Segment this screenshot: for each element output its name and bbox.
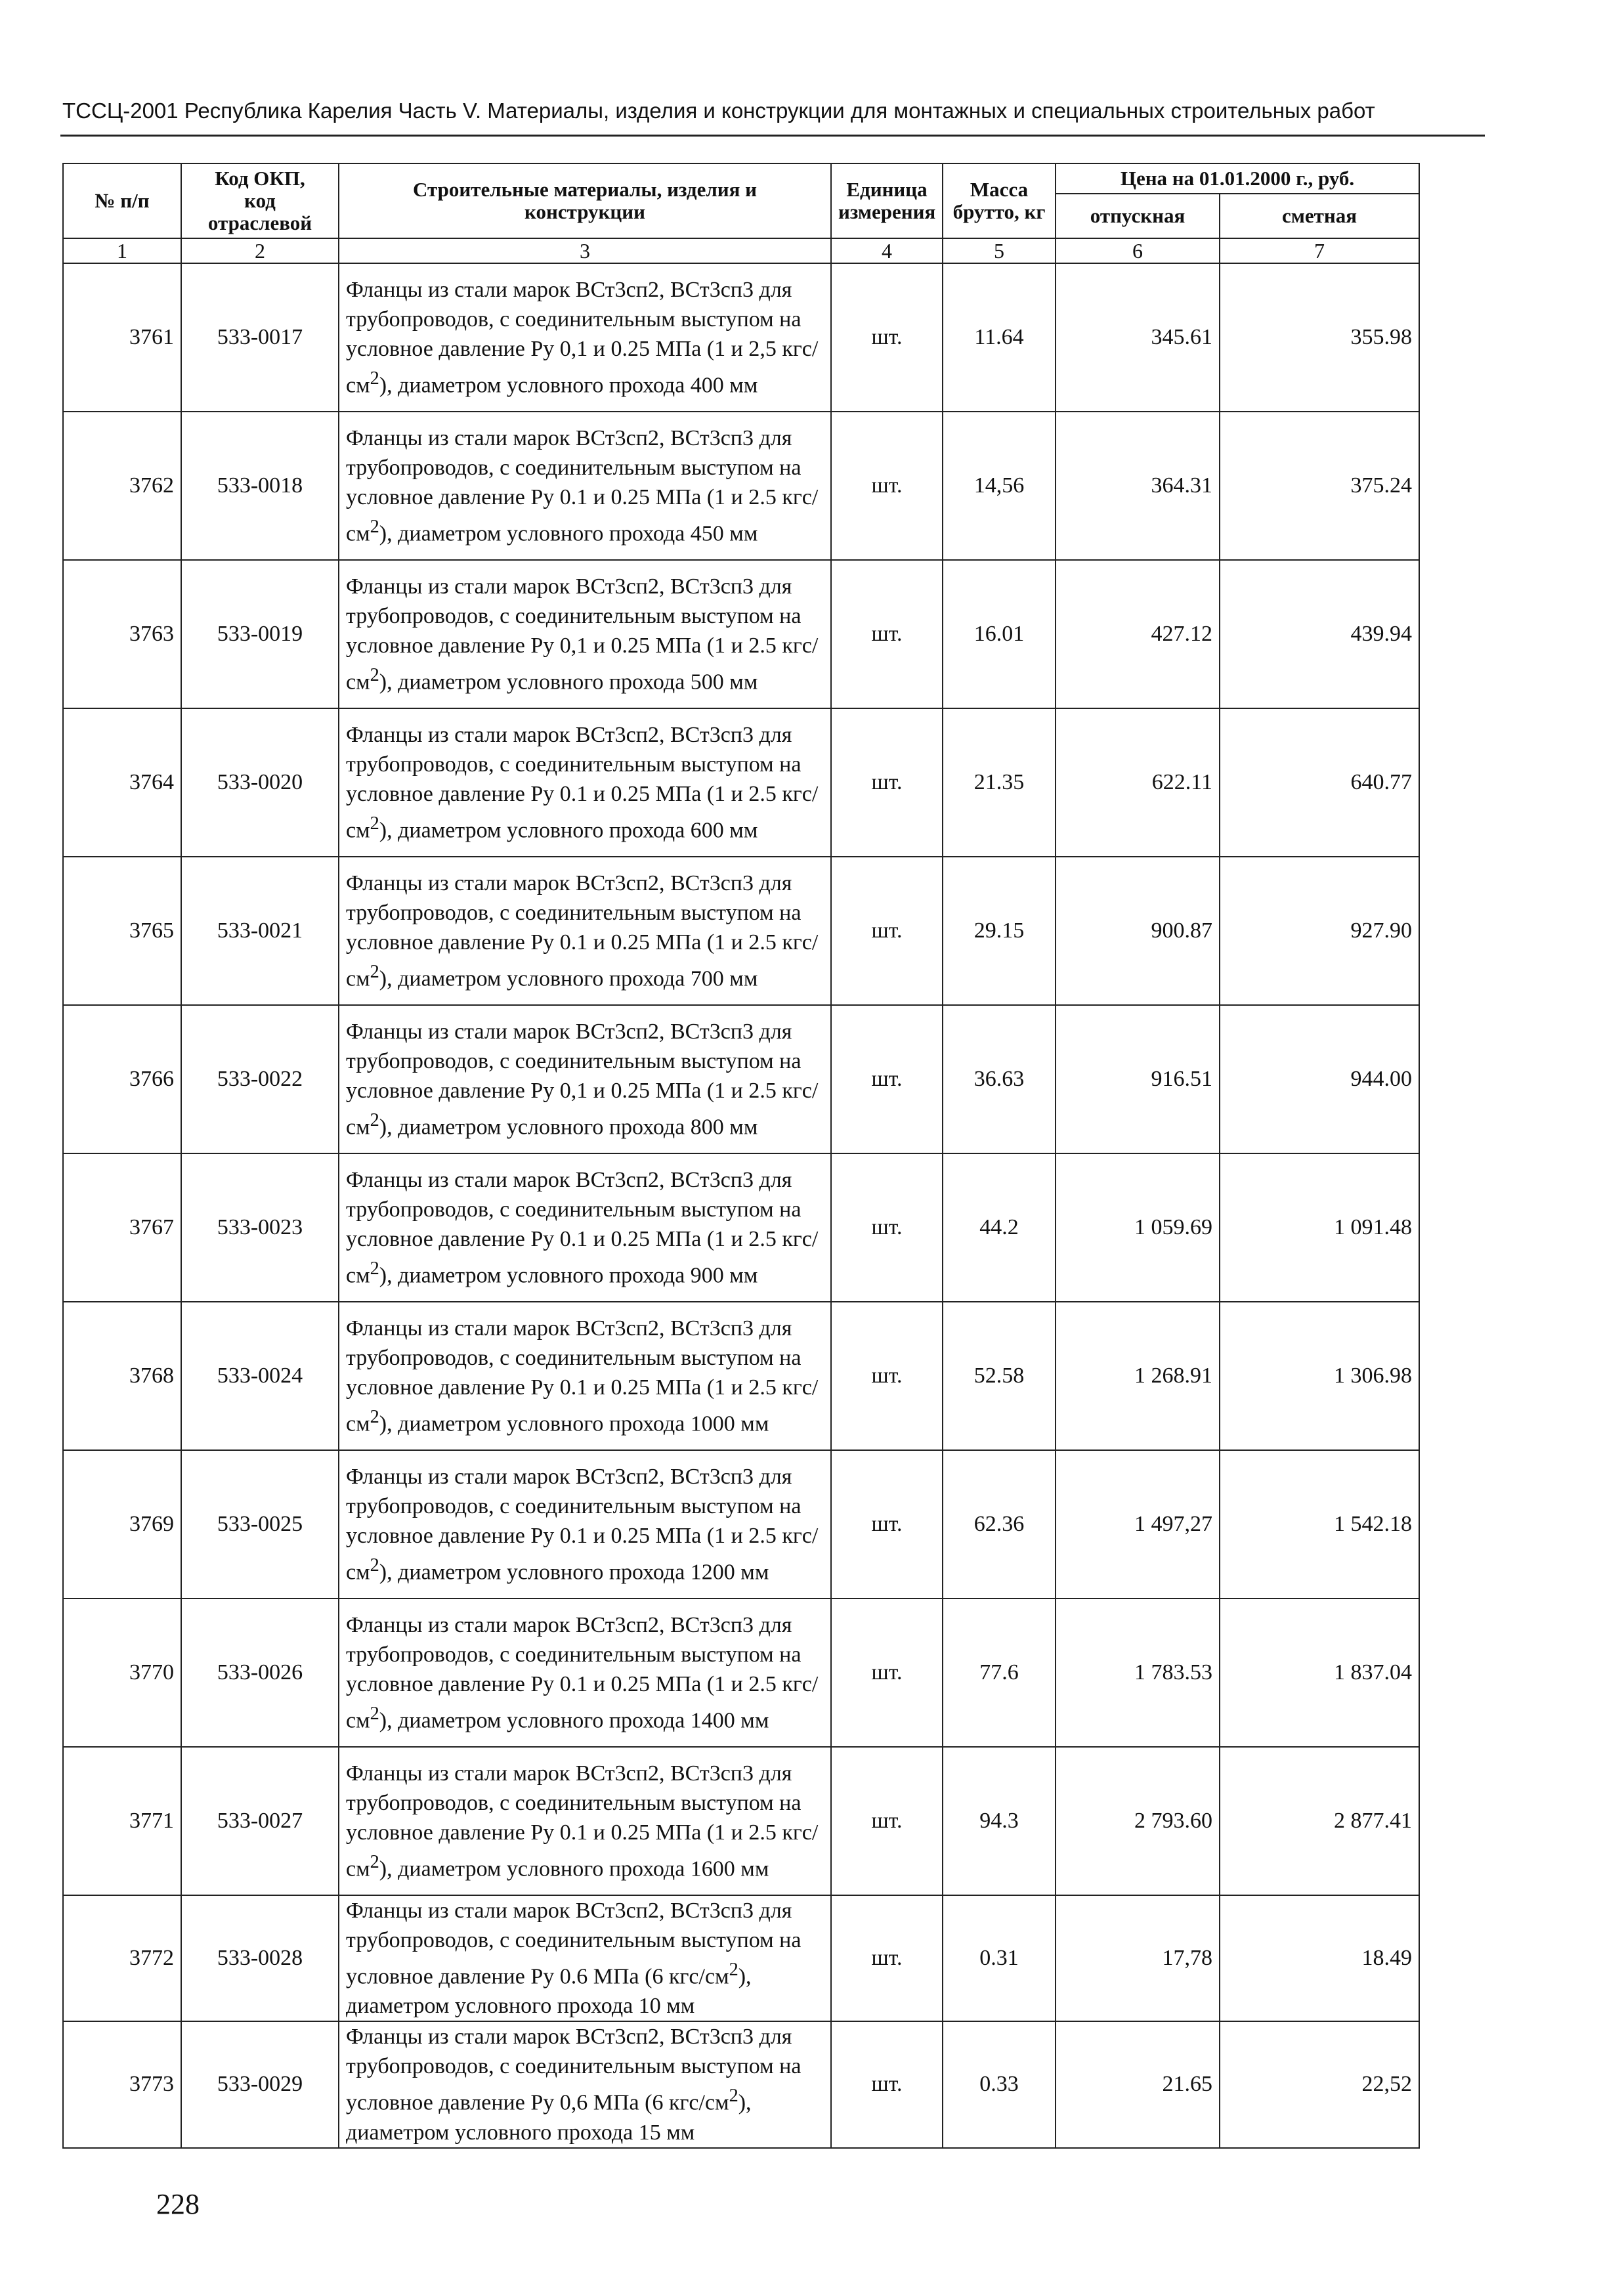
row-unit: шт.: [831, 1747, 943, 1895]
table-row: [63, 560, 1419, 708]
table-row: [63, 857, 1419, 1005]
row-price-estimate: 1 542.18: [1220, 1450, 1419, 1599]
row-description-tail: ), диаметром условного прохода 10 мм: [346, 1964, 752, 2019]
row-description-text: Фланцы из стали марок ВСт3сп2, ВСт3сп3 для трубопроводов, с соединительным выступом на условное давление Ру 0,1 и 0.25 МПа (1 и 2.5 кгс/см: [346, 1019, 819, 1140]
row-price-estimate: 355.98: [1220, 263, 1419, 412]
row-description-text: Фланцы из стали марок ВСт3сп2, ВСт3сп3 для трубопроводов, с соединительным выступом на условное давление Ру 0.1 и 0.25 МПа (1 и 2.5 кгс/см: [346, 722, 819, 843]
row-description-text: Фланцы из стали марок ВСт3сп2, ВСт3сп3 для трубопроводов, с соединительным выступом на условное давление Ру 0,1 и 0.25 МПа (1 и 2,5 кгс/см: [346, 277, 819, 398]
col-header-unit-line2: измерения: [838, 200, 936, 223]
row-price-release: 364.31: [1056, 412, 1220, 560]
table-row: [63, 1302, 1419, 1450]
superscript: 2: [729, 1960, 738, 1980]
col-header-materials-line1: Строительные материалы, изделия и: [413, 178, 757, 201]
row-mass: 29.15: [943, 857, 1056, 1005]
row-code: 533-0021: [181, 857, 339, 1005]
table-row: [63, 2021, 1419, 2147]
row-description: [339, 857, 831, 1005]
superscript: 2: [370, 1258, 379, 1279]
superscript: 2: [370, 664, 379, 685]
row-description-text: Фланцы из стали марок ВСт3сп2, ВСт3сп3 для трубопроводов, с соединительным выступом на условное давление Ру 0.1 и 0.25 МПа (1 и 2.5 кгс/см: [346, 1464, 819, 1585]
row-mass: 14,56: [943, 412, 1056, 560]
row-description-tail: ), диаметром условного прохода 1400 мм: [379, 1708, 769, 1733]
row-price-estimate: 18.49: [1220, 1895, 1419, 2021]
row-code: 533-0023: [181, 1153, 339, 1302]
row-description: [339, 708, 831, 857]
row-price-estimate: 927.90: [1220, 857, 1419, 1005]
table-row: [63, 263, 1419, 412]
row-number: 3769: [63, 1450, 181, 1599]
row-unit: шт.: [831, 1153, 943, 1302]
column-number: 7: [1220, 238, 1419, 263]
row-number: 3763: [63, 560, 181, 708]
table-row: [63, 412, 1419, 560]
row-mass: 36.63: [943, 1005, 1056, 1153]
row-description: [339, 1302, 831, 1450]
column-number: 6: [1056, 238, 1220, 263]
row-description-tail: ), диаметром условного прохода 1000 мм: [379, 1411, 769, 1436]
row-mass: 77.6: [943, 1599, 1056, 1747]
row-price-estimate: 375.24: [1220, 412, 1419, 560]
row-description-tail: ), диаметром условного прохода 600 мм: [379, 818, 758, 843]
row-number: 3766: [63, 1005, 181, 1153]
row-number: 3762: [63, 412, 181, 560]
row-description-tail: ), диаметром условного прохода 1200 мм: [379, 1560, 769, 1585]
row-number: 3773: [63, 2021, 181, 2147]
row-description: [339, 1747, 831, 1895]
row-code: 533-0029: [181, 2021, 339, 2147]
table-row: [63, 1153, 1419, 1302]
row-price-estimate: 640.77: [1220, 708, 1419, 857]
row-mass: 16.01: [943, 560, 1056, 708]
row-description: [339, 263, 831, 412]
col-header-price-estimate: сметная: [1220, 194, 1419, 238]
row-price-release: 900.87: [1056, 857, 1220, 1005]
row-mass: 0.31: [943, 1895, 1056, 2021]
row-price-release: 427.12: [1056, 560, 1220, 708]
table-row: [63, 1895, 1419, 2021]
row-description: [339, 2021, 831, 2147]
row-unit: шт.: [831, 412, 943, 560]
row-description-tail: ), диаметром условного прохода 15 мм: [346, 2090, 752, 2145]
column-number: 3: [339, 238, 831, 263]
row-mass: 52.58: [943, 1302, 1056, 1450]
row-price-release: 622.11: [1056, 708, 1220, 857]
row-code: 533-0022: [181, 1005, 339, 1153]
col-header-mass-line1: Масса: [970, 178, 1029, 201]
row-mass: 62.36: [943, 1450, 1056, 1599]
superscript: 2: [370, 1555, 379, 1576]
col-header-okp: [181, 163, 339, 238]
superscript: 2: [370, 1703, 379, 1724]
row-unit: шт.: [831, 2021, 943, 2147]
row-price-release: 345.61: [1056, 263, 1220, 412]
row-code: 533-0020: [181, 708, 339, 857]
row-description: [339, 1599, 831, 1747]
row-unit: шт.: [831, 1005, 943, 1153]
row-price-estimate: 944.00: [1220, 1005, 1419, 1153]
row-mass: 0.33: [943, 2021, 1056, 2147]
row-price-estimate: 2 877.41: [1220, 1747, 1419, 1895]
row-description-text: Фланцы из стали марок ВСт3сп2, ВСт3сп3 для трубопроводов, с соединительным выступом на условное давление Ру 0.1 и 0.25 МПа (1 и 2.5 кгс/см: [346, 1612, 819, 1733]
row-number: 3768: [63, 1302, 181, 1450]
row-number: 3761: [63, 263, 181, 412]
column-number: 1: [63, 238, 181, 263]
row-number: 3770: [63, 1599, 181, 1747]
header-divider: [60, 135, 1485, 137]
row-number: 3765: [63, 857, 181, 1005]
row-price-release: 1 268.91: [1056, 1302, 1220, 1450]
row-description-text: Фланцы из стали марок ВСт3сп2, ВСт3сп3 для трубопроводов, с соединительным выступом на условное давление Ру 0,6 МПа (6 кгс/см: [346, 2025, 801, 2115]
row-description: [339, 1005, 831, 1153]
table-row: [63, 708, 1419, 857]
row-number: 3767: [63, 1153, 181, 1302]
superscript: 2: [370, 1406, 379, 1427]
row-unit: шт.: [831, 1895, 943, 2021]
row-price-release: 2 793.60: [1056, 1747, 1220, 1895]
column-number-row: [63, 238, 1419, 263]
row-description-text: Фланцы из стали марок ВСт3сп2, ВСт3сп3 для трубопроводов, с соединительным выступом на условное давление Ру 0.1 и 0.25 МПа (1 и 2.5 кгс/см: [346, 1761, 819, 1881]
row-price-estimate: 439.94: [1220, 560, 1419, 708]
row-description-text: Фланцы из стали марок ВСт3сп2, ВСт3сп3 для трубопроводов, с соединительным выступом на условное давление Ру 0.1 и 0.25 МПа (1 и 2.5 кгс/см: [346, 870, 819, 991]
row-description-tail: ), диаметром условного прохода 500 мм: [379, 670, 758, 695]
row-description-tail: ), диаметром условного прохода 700 мм: [379, 966, 758, 991]
row-price-release: 21.65: [1056, 2021, 1220, 2147]
row-unit: шт.: [831, 857, 943, 1005]
col-header-mass-line2: брутто, кг: [952, 200, 1046, 223]
col-header-okp-line3: отраслевой: [207, 211, 312, 234]
row-code: 533-0017: [181, 263, 339, 412]
row-price-release: 17,78: [1056, 1895, 1220, 2021]
row-number: 3764: [63, 708, 181, 857]
row-unit: шт.: [831, 1450, 943, 1599]
row-description: [339, 412, 831, 560]
row-mass: 11.64: [943, 263, 1056, 412]
row-description-tail: ), диаметром условного прохода 450 мм: [379, 521, 758, 546]
row-price-release: 1 783.53: [1056, 1599, 1220, 1747]
running-header: ТССЦ-2001 Республика Карелия Часть V. Материалы, изделия и конструкции для монтажных и специальных строительных работ: [62, 98, 1375, 123]
row-price-estimate: 1 837.04: [1220, 1599, 1419, 1747]
col-header-unit: [831, 163, 943, 238]
row-description: [339, 1895, 831, 2021]
row-unit: шт.: [831, 1599, 943, 1747]
superscript: 2: [370, 368, 379, 389]
row-price-release: 1 497,27: [1056, 1450, 1220, 1599]
row-code: 533-0028: [181, 1895, 339, 2021]
row-unit: шт.: [831, 263, 943, 412]
row-description-tail: ), диаметром условного прохода 800 мм: [379, 1115, 758, 1140]
row-description: [339, 560, 831, 708]
row-price-estimate: 1 306.98: [1220, 1302, 1419, 1450]
table-row: [63, 1747, 1419, 1895]
column-number: 5: [943, 238, 1056, 263]
col-header-mass: [943, 163, 1056, 238]
price-table: [62, 163, 1420, 2149]
table-row: [63, 1005, 1419, 1153]
row-code: 533-0024: [181, 1302, 339, 1450]
column-number: 4: [831, 238, 943, 263]
row-description-text: Фланцы из стали марок ВСт3сп2, ВСт3сп3 для трубопроводов, с соединительным выступом на условное давление Ру 0.1 и 0.25 МПа (1 и 2.5 кгс/см: [346, 1167, 819, 1288]
col-header-price-group: Цена на 01.01.2000 г., руб.: [1056, 163, 1419, 194]
superscript: 2: [370, 1851, 379, 1872]
table-row: [63, 1450, 1419, 1599]
col-header-no: № п/п: [63, 163, 181, 238]
superscript: 2: [370, 961, 379, 982]
header-row-top: [63, 163, 1419, 194]
col-header-unit-line1: Единица: [846, 178, 928, 201]
table-row: [63, 1599, 1419, 1747]
row-description-text: Фланцы из стали марок ВСт3сп2, ВСт3сп3 для трубопроводов, с соединительным выступом на условное давление Ру 0,1 и 0.25 МПа (1 и 2.5 кгс/см: [346, 574, 819, 695]
row-description-text: Фланцы из стали марок ВСт3сп2, ВСт3сп3 для трубопроводов, с соединительным выступом на условное давление Ру 0.1 и 0.25 МПа (1 и 2.5 кгс/см: [346, 425, 819, 546]
superscript: 2: [370, 1109, 379, 1130]
row-unit: шт.: [831, 708, 943, 857]
row-description-tail: ), диаметром условного прохода 400 мм: [379, 373, 758, 398]
superscript: 2: [370, 813, 379, 834]
row-code: 533-0019: [181, 560, 339, 708]
row-code: 533-0025: [181, 1450, 339, 1599]
superscript: 2: [729, 2086, 738, 2107]
col-header-price-release: отпускная: [1056, 194, 1220, 238]
row-price-release: 1 059.69: [1056, 1153, 1220, 1302]
row-code: 533-0027: [181, 1747, 339, 1895]
row-description-text: Фланцы из стали марок ВСт3сп2, ВСт3сп3 для трубопроводов, с соединительным выступом на условное давление Ру 0.1 и 0.25 МПа (1 и 2.5 кгс/см: [346, 1316, 819, 1436]
row-description: [339, 1450, 831, 1599]
row-description-tail: ), диаметром условного прохода 900 мм: [379, 1263, 758, 1288]
page-number: 228: [156, 2188, 200, 2220]
row-number: 3772: [63, 1895, 181, 2021]
row-code: 533-0026: [181, 1599, 339, 1747]
row-description-text: Фланцы из стали марок ВСт3сп2, ВСт3сп3 для трубопроводов, с соединительным выступом на условное давление Ру 0.6 МПа (6 кгс/см: [346, 1899, 801, 1989]
row-code: 533-0018: [181, 412, 339, 560]
row-unit: шт.: [831, 560, 943, 708]
col-header-okp-line1: Код ОКП,: [215, 167, 305, 190]
row-price-estimate: 22,52: [1220, 2021, 1419, 2147]
col-header-materials: [339, 163, 831, 238]
row-mass: 94.3: [943, 1747, 1056, 1895]
row-mass: 44.2: [943, 1153, 1056, 1302]
row-number: 3771: [63, 1747, 181, 1895]
row-price-release: 916.51: [1056, 1005, 1220, 1153]
superscript: 2: [370, 516, 379, 537]
column-number: 2: [181, 238, 339, 263]
col-header-materials-line2: конструкции: [524, 200, 645, 223]
row-description-tail: ), диаметром условного прохода 1600 мм: [379, 1857, 769, 1881]
row-mass: 21.35: [943, 708, 1056, 857]
row-description: [339, 1153, 831, 1302]
row-price-estimate: 1 091.48: [1220, 1153, 1419, 1302]
col-header-okp-line2: код: [244, 189, 276, 212]
row-unit: шт.: [831, 1302, 943, 1450]
